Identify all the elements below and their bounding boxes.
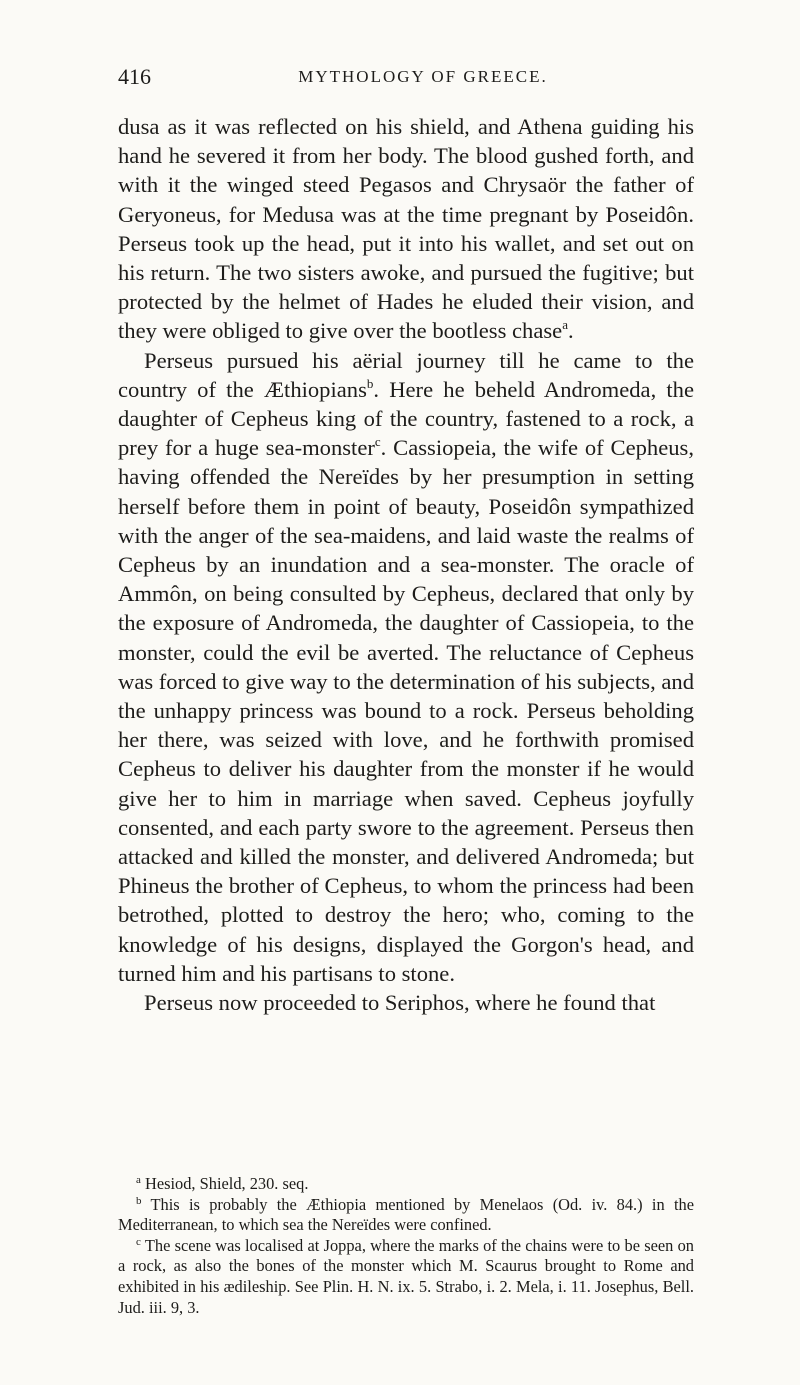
- footnote-a: [118, 1174, 694, 1195]
- body-text: [118, 112, 694, 1017]
- text-run: dusa as it was reflected on his shield, and Athena guiding his hand he severed it from her body. The blood gushed forth, and with it the winged steed Pegasos and Chrysaör the father of Geryoneus, for Medusa was at the time pregnant by Poseidôn. Perseus took up the head, put it into his wallet, and set out on his return. The two sisters awoke, and pursued the fugitive; but protected by the helmet of Hades he eluded their vision, and they were obliged to give over the bootless chase: [118, 114, 694, 344]
- footnote-mark: a: [136, 1174, 141, 1186]
- text-run: Perseus pursued his aërial journey till he came to the country of the Æthiopians: [118, 347, 694, 402]
- paragraph-1: [118, 112, 694, 346]
- text-run: . Cassiopeia, the wife of Cepheus, having offended the Nereïdes by her presumption in setting herself before them in point of beauty, Poseidôn sympathized with the anger of the sea-maidens, and laid waste the realms of Cepheus by an inundation and a sea-monster. The oracle of Ammôn, on being consulted by Cepheus, declared that only by the exposure of Andromeda, the daughter of Cassiopeia, to the monster, could the evil be averted. The reluctance of Cepheus was forced to give way to the determination of his subjects, and the unhappy princess was bound to a rock. Perseus beholding her there, was seized with love, and he forthwith promised Cepheus to deliver his daughter from the monster if he would give her to him in marriage when saved. Cepheus joyfully consented, and each party swore to the agreement. Perseus then attacked and killed the monster, and delivered Andromeda; but Phineus the brother of Cepheus, to whom the princess had been betrothed, plotted to destroy the hero; who, coming to the knowledge of his designs, displayed the Gorgon's head, and turned him and his partisans to stone.: [118, 435, 694, 986]
- footnote-ref: c: [374, 434, 381, 450]
- footnote-c: [118, 1236, 694, 1318]
- text-run: . Here he beheld Andromeda, the daughter of Cepheus king of the country, fastened to a rock, a prey for a huge sea-monster: [118, 376, 694, 461]
- paragraph-3: [118, 988, 694, 1017]
- footnote-mark: c: [136, 1235, 141, 1248]
- footnote-ref: a: [562, 317, 568, 333]
- footnote-text: This is probably the Æthiopia mentioned by Menelaos (Od. iv. 84.) in the Mediterranean, to which sea the Nereïdes were confined.: [118, 1194, 694, 1235]
- paragraph-2: [118, 346, 694, 988]
- text-run: .: [568, 318, 574, 344]
- text-run: Perseus now proceeded to Seriphos, where he found that: [144, 990, 656, 1016]
- footnote-b: [118, 1195, 694, 1236]
- footnote-mark: b: [136, 1194, 142, 1207]
- page-number: 416: [118, 64, 151, 89]
- running-head: MYTHOLOGY OF GREECE.: [298, 67, 548, 86]
- footnote-text: The scene was localised at Joppa, where the marks of the chains were to be seen on a rock, as also the bones of the monster which M. Scaurus brought to Rome and exhibited in his ædileship. See Plin. H. N. ix. 5. Strabo, i. 2. Mela, i. 11. Josephus, Bell. Jud. iii. 9, 3.: [118, 1235, 694, 1317]
- footnotes: [118, 1174, 694, 1318]
- page-header: [118, 64, 694, 94]
- footnote-text: Hesiod, Shield, 230. seq.: [145, 1174, 309, 1193]
- footnote-ref: b: [366, 375, 374, 391]
